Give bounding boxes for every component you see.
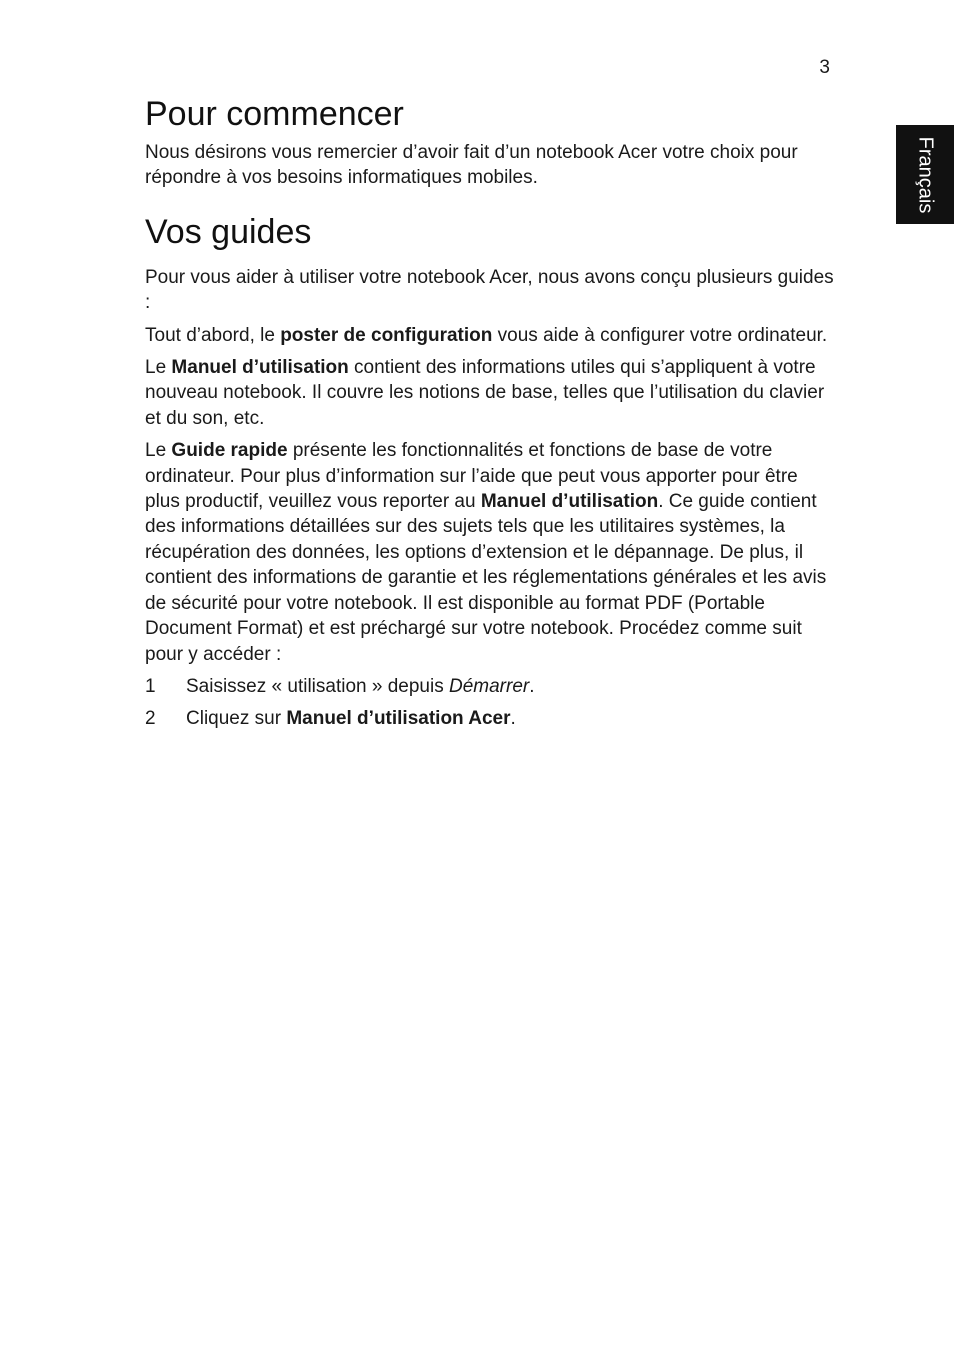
quick-guide-manual-term: Manuel d’utilisation bbox=[480, 491, 659, 513]
intro-paragraph: Nous désirons vous remercier d’avoir fait d’un notebook Acer votre choix pour répondre à vos besoins informatiques mobiles. bbox=[145, 142, 798, 189]
step-number: 1 bbox=[145, 675, 156, 697]
poster-text-c: vous aide à configurer votre ordinateur. bbox=[492, 324, 828, 346]
step-emphasis: Manuel d’utilisation Acer bbox=[286, 708, 511, 730]
step-emphasis: Démarrer bbox=[448, 675, 530, 697]
manual-text-a: Le bbox=[145, 357, 172, 379]
poster-paragraph bbox=[145, 323, 835, 348]
quick-guide-text-e: . Ce guide contient des informations détaillées sur des sujets tels que les utilitaires systèmes, la récupération des données, les options d’extension et le dépannage. De plus, il contient des informations de garantie et les réglementations générales et les avis de sécurité pour votre notebook. Il est disponible au format PDF (Portable Document Format) et est préchargé sur votre notebook. Procédez comme suit pour y accéder : bbox=[145, 491, 827, 665]
manual-paragraph bbox=[145, 355, 835, 431]
language-tab bbox=[896, 125, 954, 224]
manual-text-c: contient des informations utiles qui s’appliquent à votre nouveau notebook. Il couvre les notions de base, telles que l’utilisation du clavier et du son, etc. bbox=[145, 357, 825, 429]
manual-term: Manuel d’utilisation bbox=[171, 357, 349, 379]
step-item bbox=[145, 706, 835, 731]
section-title-pour-commencer: Pour commencer bbox=[145, 95, 404, 133]
step-text bbox=[186, 706, 516, 731]
poster-term: poster de configuration bbox=[280, 324, 493, 346]
step-text-c: . bbox=[529, 675, 535, 697]
step-text-a: Saisissez « utilisation » depuis bbox=[186, 675, 449, 697]
step-text bbox=[186, 674, 535, 699]
quick-guide-term: Guide rapide bbox=[171, 440, 288, 462]
section-title-vos-guides: Vos guides bbox=[145, 212, 312, 251]
page-number: 3 bbox=[819, 57, 830, 78]
steps-list bbox=[145, 674, 835, 732]
step-number: 2 bbox=[145, 708, 156, 730]
quick-guide-paragraph bbox=[145, 438, 835, 667]
language-tab-label: Français bbox=[914, 136, 937, 213]
quick-guide-text-c: présente les fonctionnalités et fonctions de base de votre ordinateur. Pour plus d’information sur l’aide que peut vous apporter pour être plus productif, veuillez vous reporter au bbox=[145, 440, 798, 513]
step-item bbox=[145, 674, 835, 699]
quick-guide-text-a: Le bbox=[145, 440, 172, 462]
document-body bbox=[145, 93, 835, 739]
step-text-a: Cliquez sur bbox=[186, 708, 287, 730]
step-text-c: . bbox=[510, 708, 516, 730]
guides-intro-paragraph: Pour vous aider à utiliser votre notebook Acer, nous avons conçu plusieurs guides : bbox=[145, 266, 834, 314]
poster-text-a: Tout d’abord, le bbox=[145, 324, 281, 346]
